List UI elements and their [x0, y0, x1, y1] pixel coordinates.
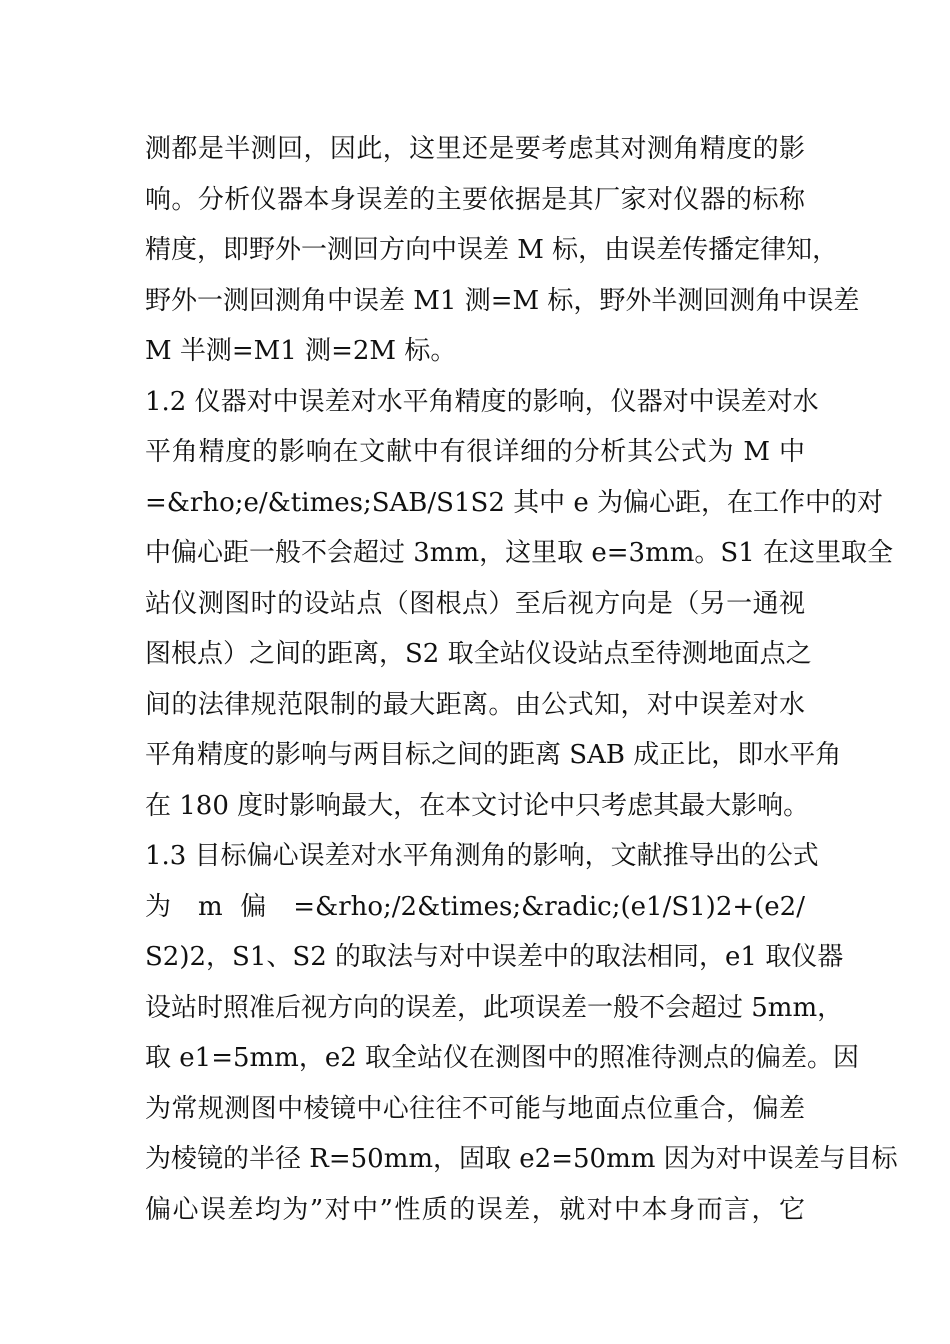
text-line: 测都是半测回，因此，这里还是要考虑其对测角精度的影: [145, 134, 805, 164]
text-line: 取 e1=5mm，e2 取全站仪在测图中的照准待测点的偏差。因: [145, 1043, 860, 1073]
text-line: 响。分析仪器本身误差的主要依据是其厂家对仪器的标称: [145, 184, 805, 215]
text-line: 间的法律规范限制的最大距离。由公式知，对中误差对水: [145, 689, 805, 720]
text-line: 在 180 度时影响最大，在本文讨论中只考虑其最大影响。: [145, 790, 810, 821]
text-line: 为常规测图中棱镜中心往往不可能与地面点位重合，偏差: [145, 1093, 805, 1124]
text-line: 野外一测回测角中误差 M1 测=M 标，野外半测回测角中误差: [145, 285, 860, 316]
text-line: 为 m 偏 =&rho;/2&times;&radic;(e1/S1)2+(e2/: [145, 891, 805, 922]
text-line: 1.2 仪器对中误差对水平角精度的影响，仪器对中误差对水: [145, 386, 819, 417]
text-line: 中偏心距一般不会超过 3mm，这里取 e=3mm。S1 在这里取全: [145, 538, 894, 568]
text-line: S2)2，S1、S2 的取法与对中误差中的取法相同，e1 取仪器: [145, 942, 844, 972]
text-line: 为棱镜的半径 R=50mm，固取 e2=50mm 因为对中误差与目标: [145, 1144, 898, 1174]
text-line: 精度，即野外一测回方向中误差 M 标，由误差传播定律知，: [145, 235, 839, 265]
text-line: 偏心误差均为”对中”性质的误差，就对中本身而言，它: [145, 1194, 805, 1225]
text-line: M 半测=M1 测=2M 标。: [145, 336, 457, 366]
text-line: 设站时照准后视方向的误差，此项误差一般不会超过 5mm，: [145, 992, 844, 1023]
text-line: 1.3 目标偏心误差对水平角测角的影响，文献推导出的公式: [145, 841, 819, 871]
text-line: 站仪测图时的设站点（图根点）至后视方向是（另一通视: [145, 588, 805, 619]
body-text: [145, 124, 898, 1235]
text-line: 平角精度的影响在文献中有很详细的分析其公式为 M 中: [145, 437, 805, 467]
text-line: 平角精度的影响与两目标之间的距离 SAB 成正比，即水平角: [145, 740, 842, 770]
text-line: =&rho;e/&times;SAB/S1S2 其中 e 为偏心距，在工作中的对: [145, 487, 884, 518]
text-line: 图根点）之间的距离，S2 取全站仪设站点至待测地面点之: [145, 639, 812, 669]
